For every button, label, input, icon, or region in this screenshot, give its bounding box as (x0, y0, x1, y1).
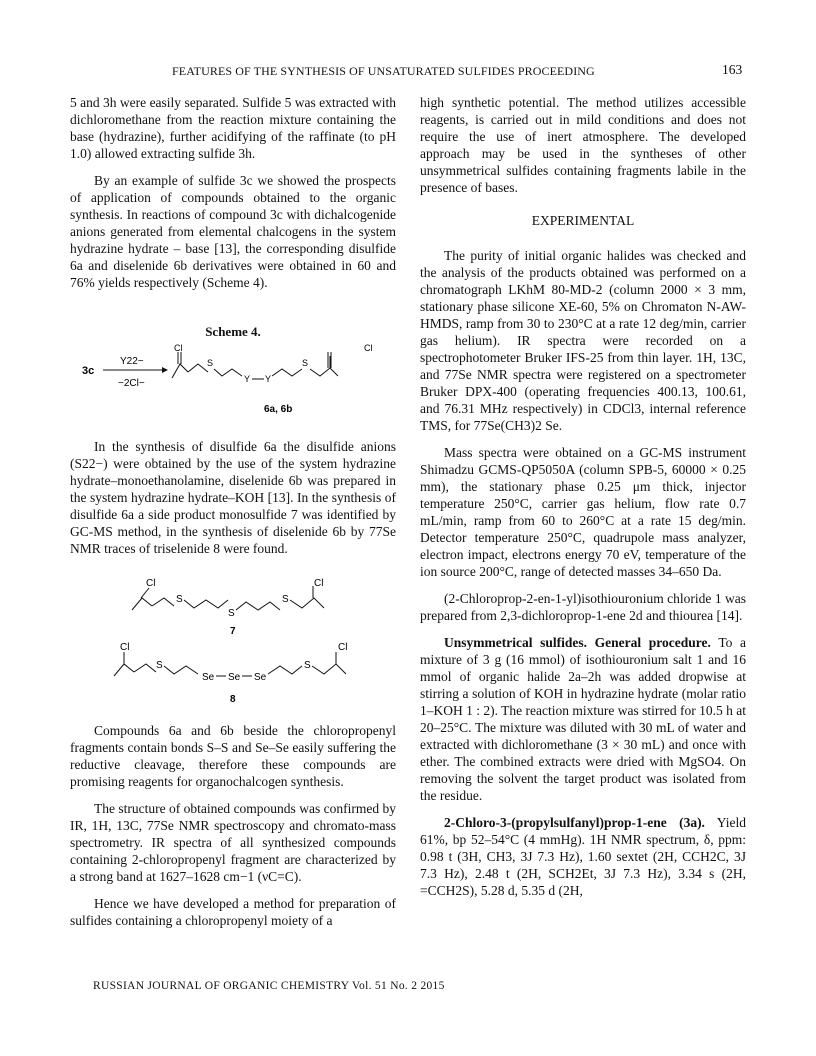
compound-3a-heading: 2-Chloro-3-(propylsulfanyl)prop-1-ene (3a). (444, 815, 705, 830)
scheme-cl-left: Cl (174, 343, 183, 353)
compound-8-label: 8 (230, 694, 236, 705)
right-paragraph-5 (420, 634, 746, 804)
s-label-8-right: S (304, 660, 311, 671)
scheme-4-diagram (70, 342, 400, 417)
left-column-bottom (70, 722, 396, 929)
page-number: 163 (722, 62, 743, 77)
compound-8-diagram (100, 636, 380, 708)
scheme-product-label: 6a, 6b (264, 404, 293, 415)
compound-7-diagram (110, 572, 370, 642)
right-paragraph-4: (2-Chloroprop-2-en-1-yl)isothiouronium chloride 1 was prepared from 2,3-dichloroprop-1-ene 2d and thiourea [14]. (420, 591, 746, 623)
left-paragraph-5: The structure of obtained compounds was confirmed by IR, 1H, 13C, 77Se NMR spectroscopy and chromato-mass spectrometry. IR spectra of all synthesized compounds containing 2-chloropropenyl fragment are characterized by a strong band at 1627–1628 cm−1 (νC=C). (70, 801, 396, 884)
cl-label-8-right: Cl (338, 642, 348, 653)
scheme-s-right: S (302, 358, 309, 368)
scheme-y-right: Y (265, 374, 272, 384)
compound-7-label: 7 (230, 626, 236, 637)
left-paragraph-4: Compounds 6a and 6b beside the chloropropenyl fragments contain bonds S–S and Se–Se easily suffering the reductive cleavage, therefore these compounds are promising reagents for organochalcogen synthesis. (70, 723, 396, 789)
right-column (420, 94, 746, 899)
s-label-7-3: S (282, 594, 289, 605)
scheme-reactant: 3c (82, 365, 95, 377)
left-paragraph-3: In the synthesis of disulfide 6a the disulfide anions (S22−) were obtained by the use of the system hydrazine hydrate–monoethanolamine, diselenide 6b was prepared in the system hydrazine hydrate–KOH [13]. In the synthesis of disulfide 6a a side product monosulfide 7 was identified by GC-MS method, in the synthesis of diselenide 6b by 77Se NMR traces of triselenide 8 were found. (70, 439, 396, 556)
s-label-7-2: S (228, 608, 235, 619)
running-title: FEATURES OF THE SYNTHESIS OF UNSATURATED SULFIDES PROCEEDING (172, 64, 595, 78)
scheme-y-left: Y (244, 374, 251, 384)
right-paragraph-3: Mass spectra were obtained on a GC-MS instrument Shimadzu GCMS-QP5050A (column SPB-5, 60000 × 0.25 mm), the stationary phase 0.25 μm thick, injector temperature 250°C, carrier gas helium, flow rate 0.7 mL/min, ramp from 60 to 260°C at a rate 15 deg/min. Detector temperature 250°C, quadrupole mass analyzer, electron impact, electrons energy 70 eV, temperature of the ion source 200°C, range of detected masses 34–650 Da. (420, 445, 746, 579)
scheme-title: Scheme 4. (205, 324, 261, 339)
general-procedure-text: To a mixture of 3 g (16 mmol) of isothiouronium salt 1 and 16 mmol of organic halide 2a–2h was added dropwise at stirring a solution of KOH in hydrazine hydrate (molar ratio 1–KOH 1 : 2). The reaction mixture was stirred for 10.5 h at 20–25°C. The mixture was diluted with 30 mL of water and extracted with dichloromethane (3 × 30 mL) and once with ether. The combined extracts were dried with MgSO4. On removing the solvent the target product was isolated from the residue. (420, 635, 746, 803)
cl-label-7-left: Cl (146, 578, 156, 589)
experimental-heading: EXPERIMENTAL (531, 213, 635, 228)
left-paragraph-6: Hence we have developed a method for preparation of sulfides containing a chloropropenyl moiety of a (70, 896, 396, 928)
general-procedure-heading: Unsymmetrical sulfides. General procedure. (444, 635, 711, 650)
scheme-cl-right: Cl (364, 343, 373, 353)
left-paragraph-1: 5 and 3h were easily separated. Sulfide 5 was extracted with dichloromethane from the reaction mixture containing the base (hydrazine), further acidifying of the raffinate (to pH 1.0) allowed extracting sulfide 3h. (70, 95, 396, 161)
se-label-8-3: Se (254, 672, 267, 683)
se-label-8-1: Se (202, 672, 215, 683)
s-label-7-1: S (176, 594, 183, 605)
cl-label-7-right: Cl (314, 578, 324, 589)
right-paragraph-6 (420, 814, 746, 899)
scheme-reagent-bottom: −2Cl− (118, 378, 145, 389)
se-label-8-2: Se (228, 672, 241, 683)
journal-footer: RUSSIAN JOURNAL OF ORGANIC CHEMISTRY Vol. 51 No. 2 2015 (93, 980, 445, 992)
scheme-s-left: S (207, 358, 214, 368)
left-column (70, 94, 396, 291)
cl-label-8-left: Cl (120, 642, 130, 653)
compound-3a-text: Yield 61%, bp 52–54°C (4 mmHg). 1H NMR spectrum, δ, ppm: 0.98 t (3H, CH3, 3J 7.3 Hz), 1.60 sextet (2H, CCH2C, 3J 7.3 Hz), 2.48 t (2H, SCH2Et, 3J 7.3 Hz), 3.34 s (2H, =CCH2S), 5.28 d, 5.35 d (2H, (420, 815, 746, 898)
s-label-8-left: S (156, 660, 163, 671)
scheme-reagent-top: Y22− (120, 356, 144, 367)
left-column-lower (70, 438, 396, 557)
right-paragraph-2: The purity of initial organic halides was checked and the analysis of the products obtained was performed on a chromatograph LKhM 80-MD-2 (column 2000 × 3 mm, stationary phase silicone XE-60, 5% on Chromaton N-AW-HMDS, ramp from 30 to 230°C at a rate 12 deg/min, carrier gas helium). IR spectra were recorded on a spectrophotometer Bruker IFS-25 from thin layer. 1H, 13C, and 77Se NMR spectra were registered on a spectrometer Bruker DPX-400 (operating frequencies 400.13, 100.61, and 76.31 MHz respectively) in CDCl3, internal reference TMS, for 77Se(CH3)2 Se. (420, 248, 746, 433)
right-paragraph-1: high synthetic potential. The method utilizes accessible reagents, is carried out in mild conditions and does not require the use of inert atmosphere. The developed approach may be used in the syntheses of other unsymmetrical sulfides containing fragments labile in the presence of bases. (420, 95, 746, 195)
left-paragraph-2: By an example of sulfide 3c we showed the prospects of application of compounds obtained to the organic synthesis. In reactions of compound 3c with dichalcogenide anions generated from elemental chalcogens in the system hydrazine hydrate – base [13], the corresponding disulfide 6a and diselenide 6b derivatives were obtained in 60 and 76% yields respectively (Scheme 4). (70, 173, 396, 290)
